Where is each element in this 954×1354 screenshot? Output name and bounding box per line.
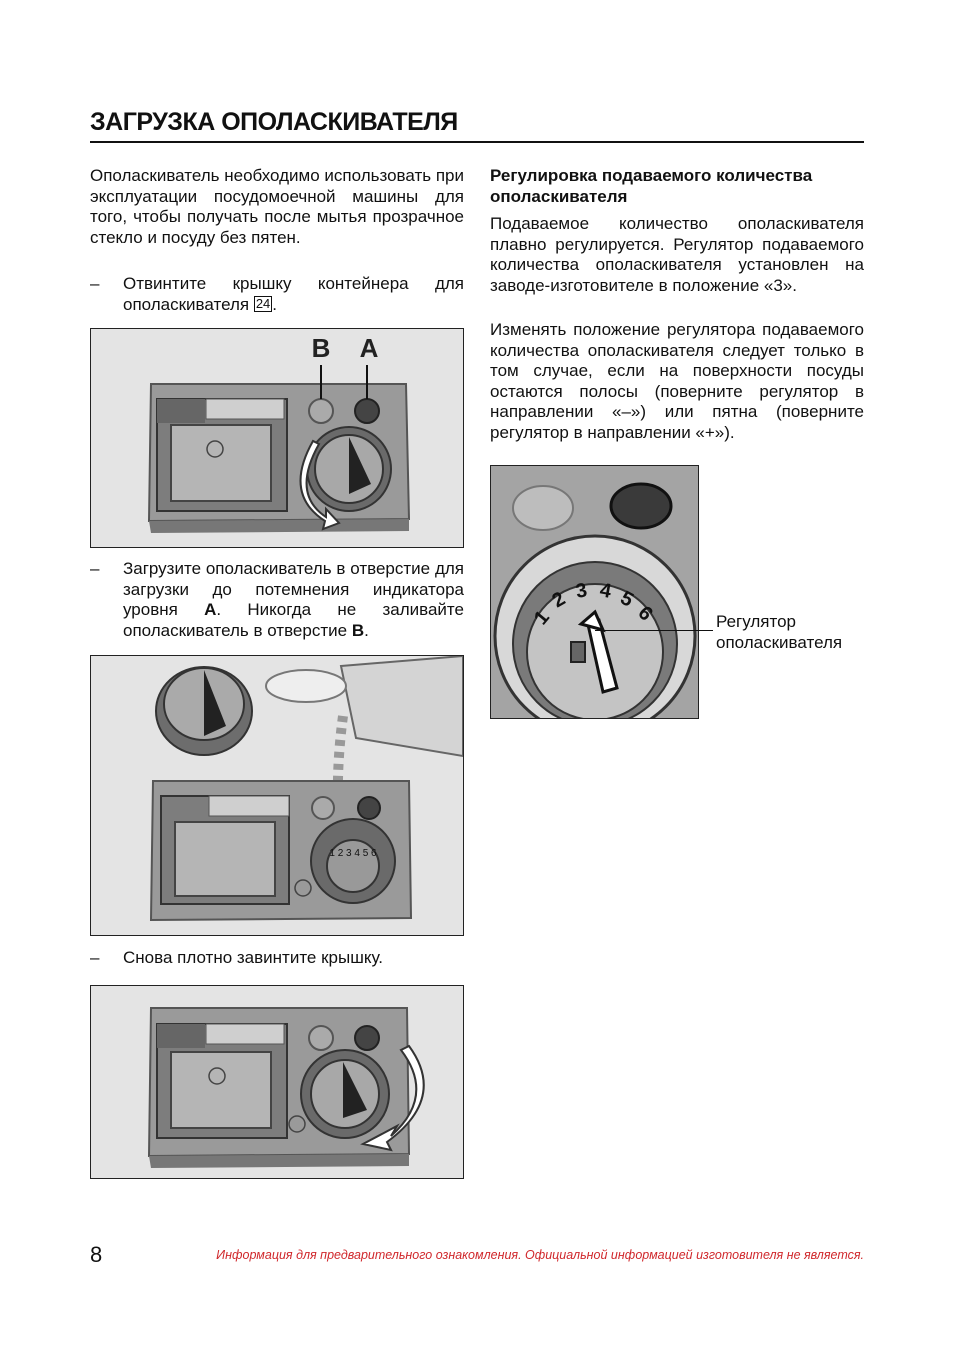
figure-open-cap (90, 328, 464, 548)
step-2-text-a: Загрузите ополаскиватель в отверстие для загрузки до потемнения индикатора уровня (123, 559, 464, 620)
regulator-illustration (491, 466, 698, 718)
section-subheading: Регулировка подаваемого количества ополаскивателя (490, 166, 813, 206)
right-paragraph-2: Изменять положение регулятора подаваемого количества ополаскивателя следует только в том случае, если на поверхности посуды остаются полосы (поверните регулятор в направлении «–») или пятна (поверните регулятор в направлении «+»). (490, 320, 864, 442)
step-2-text-b: . Никогда не заливайте ополаскиватель в отверстие (123, 600, 464, 640)
indicator-a (611, 484, 671, 528)
footer-disclaimer: Информация для предварительного ознакомления. Официальной информацией изготовителя не является. (216, 1248, 864, 1262)
step-3-text: Снова плотно завинтите крышку. (123, 948, 384, 967)
step-2-bold-b: B (351, 620, 365, 640)
reference-number: 24 (255, 295, 271, 311)
step-1-text: Отвинтите крышку контейнера для ополаскивателя (123, 274, 464, 314)
intro-paragraph: Ополаскиватель необходимо использовать при эксплуатации посудомоечной машины для того, чтобы получать после мытья прозрачное стекло и посуду без пятен. (90, 166, 464, 247)
step-1 (90, 274, 464, 315)
step-2-end: . (364, 620, 369, 640)
dispenser-closing-illustration (91, 986, 463, 1178)
page-title: ЗАГРУЗКА ОПОЛАСКИВАТЕЛЯ (90, 106, 864, 143)
opening-b (513, 486, 573, 530)
figure-fill-rinse-aid (90, 655, 464, 936)
page-number: 8 (90, 1242, 103, 1267)
scale-digit: 2 (548, 587, 570, 613)
scale-digit: 4 (598, 579, 613, 603)
step-1-end: . (272, 294, 278, 314)
dispenser-filling-illustration (91, 656, 463, 935)
label-a: A (359, 333, 379, 363)
bullet-dash: – (90, 559, 100, 578)
scale-digit: 5 (616, 586, 637, 612)
dispenser-open-illustration (91, 329, 463, 547)
opening-b (309, 399, 333, 423)
dosage-scale: 1 2 3 4 5 6 (329, 848, 377, 859)
figure-regulator (490, 465, 699, 719)
callout-label: Регулятор ополаскивателя (716, 612, 843, 652)
step-3 (90, 948, 464, 969)
bullet-dash: – (90, 948, 100, 967)
step-2-bold-a: A (204, 600, 217, 620)
callout-line (595, 630, 713, 631)
figure-close-cap (90, 985, 464, 1179)
label-b: B (311, 333, 331, 363)
scale-digit: 3 (574, 579, 589, 603)
indicator-a (355, 399, 379, 423)
bullet-dash: – (90, 274, 100, 293)
right-paragraph-1: Подаваемое количество ополаскивателя плавно регулируется. Регулятор подаваемого количества ополаскивателя установлен на заводе-изготовителе в положение «3». (490, 214, 864, 295)
scale-digit: 6 (633, 601, 657, 626)
scale-digit: 1 (529, 606, 554, 630)
step-2 (90, 559, 464, 641)
